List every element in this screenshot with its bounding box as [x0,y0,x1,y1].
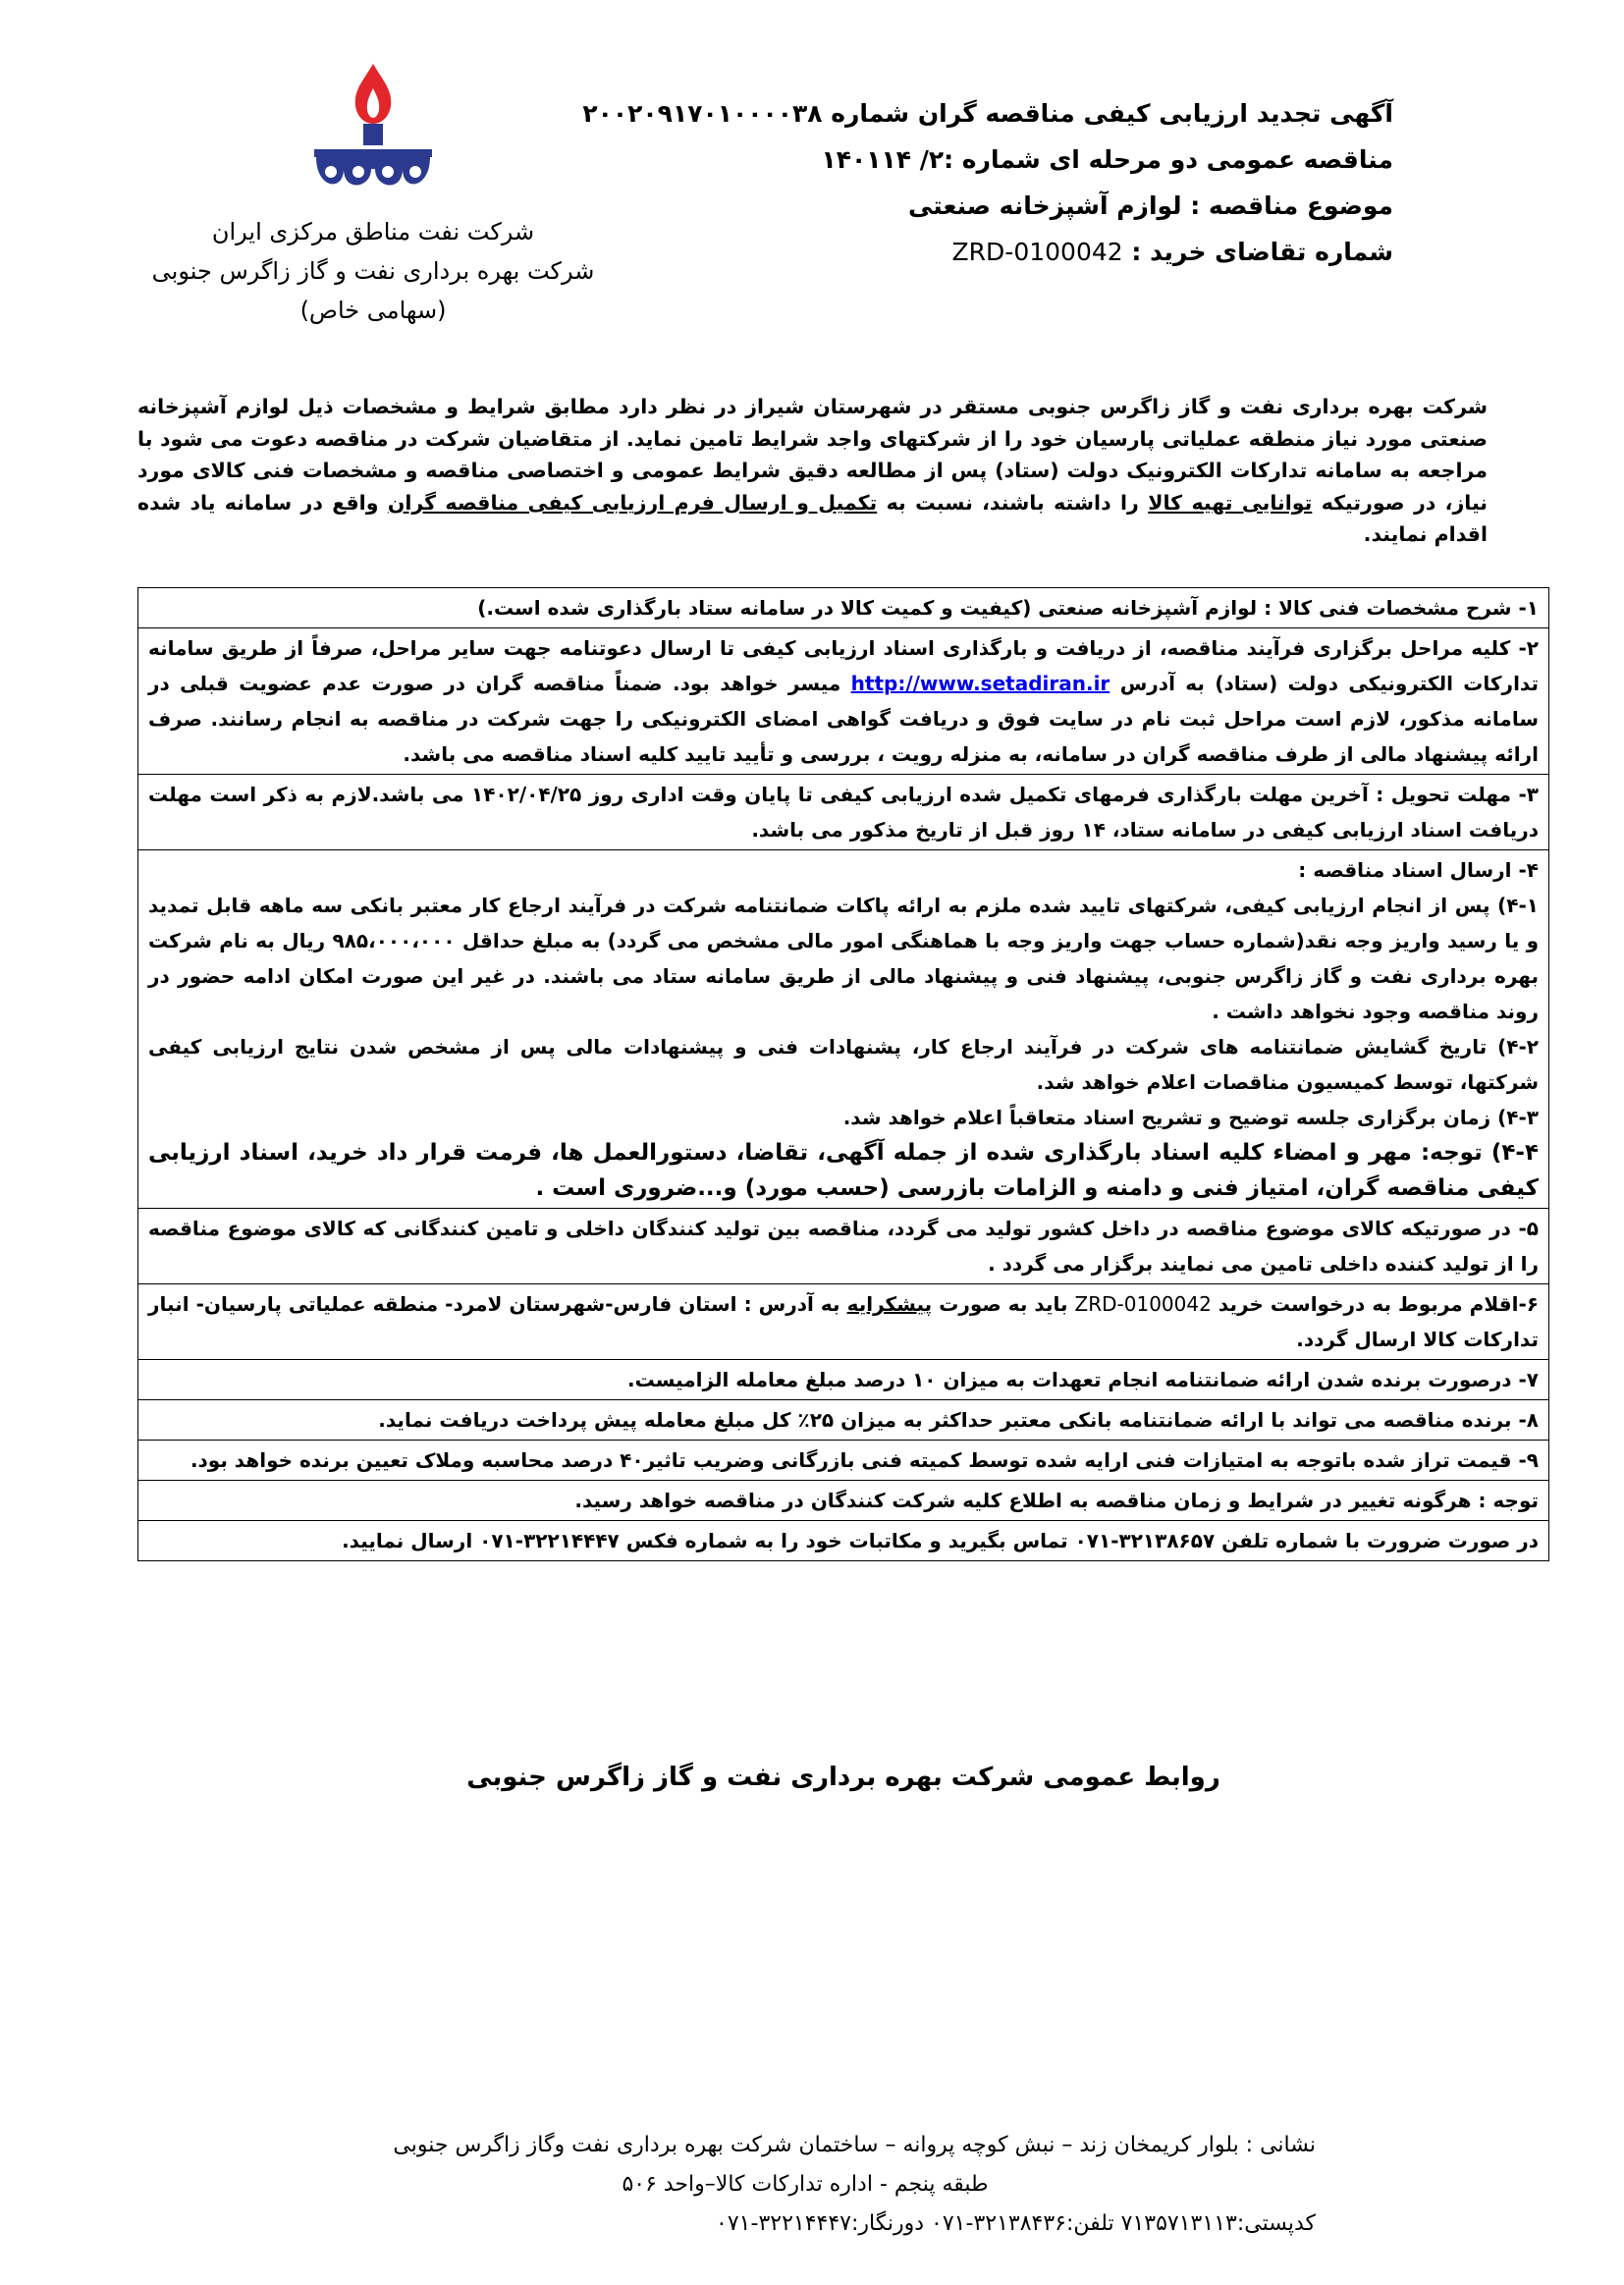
item-2-text-a: ۲- کلیه مراحل برگزاری فرآیند مناقصه، از دریافت و بارگذاری اسناد ارزیابی کیفی تا ارسال دعوتنامه جهت سایر مراحل، صرفاً از طریق سامانه تدارکات الکترونیکی دولت (ستاد) به آدرس [148,636,1539,695]
table-row [138,1284,1549,1360]
public-relations-signature: روابط عمومی شرکت بهره برداری نفت و گاز زاگرس جنوبی [466,1763,1220,1792]
tender-number: مناقصه عمومی دو مرحله ای شماره :۲/ ۱۴۰۱۱۴ [821,145,1393,174]
item-contact: در صورت ضرورت با شماره تلفن ۳۲۱۳۸۶۵۷-۰۷۱ تماس بگیرید و مکاتبات خود را به شماره فکس ۳۲۲۱۴۴۴۷-۰۷۱ ارسال نمایید. [138,1521,1549,1561]
company-type: (سهامی خاص) [299,297,447,324]
item-1: ۱- شرح مشخصات فنی کالا : لوازم آشپزخانه صنعتی (کیفیت و کمیت کالا در سامانه ستاد بارگذاری شده است.) [138,588,1549,628]
item-2-text-b: میسر خواهد بود. ضمناً مناقصه گران در صورت عدم عضویت قبلی در سامانه مذکور، لازم است مراحل ثبت نام در سایت فوق و دریافت گواهی امضای الکترونیکی را جهت شرکت در مناقصه به انجام رسانند. صرف ارائه پیشنهاد مالی از طرف مناقصه گران در سامانه، به منزله رویت ، بررسی و تأیید تایید کلیه اسناد مناقصه می باشد. [148,672,1539,766]
item-5: ۵- در صورتیکه کالای موضوع مناقصه در داخل کشور تولید می گردد، مناقصه بین تولید کنندگان داخلی و تامین کنندگانی که کالای موضوع مناقصه را از تولید کننده داخلی تامین می نمایند برگزار می گردد . [138,1209,1549,1284]
subject-value: لوازم آشپزخانه صنعتی [907,191,1182,220]
address-line-3: کدپستی:۷۱۳۵۷۱۳۱۱۳ تلفن:۳۲۱۳۸۴۳۶-۰۷۱ دورنگار:۳۲۲۱۴۴۴۷-۰۷۱ [716,2211,1316,2236]
intro-underline-1: توانایی تهیه کالا [1148,490,1313,515]
table-row [138,628,1549,775]
intro-text-2: را داشته باشند، نسبت به [886,490,1139,515]
intro-text-3: واقع در سامانه یاد شده اقدام نمایند. [137,490,1488,546]
address-line-1: نشانی : بلوار کریمخان زند – نبش کوچه پروانه – ساختمان شرکت بهره برداری نفت وگاز زاگرس جنوبی [393,2133,1316,2157]
item-6-text-b: باید به صورت [939,1292,1068,1316]
intro-paragraph [137,391,1488,551]
tender-subject [588,183,1393,229]
announcement-title: آگهی تجدید ارزیابی کیفی مناقصه گران شماره ۲۰۰۲۰۹۱۷۰۱۰۰۰۰۳۸ [582,99,1393,128]
item-2 [138,628,1549,775]
setadiran-link[interactable]: http://www.setadiran.ir [850,672,1110,695]
item-4-2: ۴-۲) تاریخ گشایش ضمانتنامه های شرکت در فرآیند ارجاع کار، پشنهادات فنی و پیشنهادات مالی پس از مشخص شدن نتایج ارزیابی کیفی شرکتها، توسط کمیسیون مناقصات اعلام خواهد شد. [148,1035,1539,1094]
item-note: توجه : هرگونه تغییر در شرایط و زمان مناقصه به اطلاع کلیه شرکت کنندگان در مناقصه خواهد رسید. [138,1481,1549,1521]
subject-label: موضوع مناقصه : [1190,191,1393,220]
table-row [138,1209,1549,1284]
item-8: ۸- برنده مناقصه می تواند با ارائه ضمانتنامه بانکی معتبر حداکثر به میزان ۲۵٪ کل مبلغ معامله پیش پرداخت دریافت نماید. [138,1400,1549,1441]
conditions-table [137,587,1549,1561]
table-row [138,1400,1549,1441]
company-block [118,59,628,330]
request-value: ZRD-0100042 [951,238,1123,266]
table-row [138,1360,1549,1400]
footer-address [295,2126,1316,2244]
item-4-1: ۴-۱) پس از انجام ارزیابی کیفی، شرکتهای تایید شده ملزم به ارائه پاکات ضمانتنامه شرکت در فرآیند ارجاع کار معتبر بانکی سه ماهه قابل تمدید و یا رسید واریز وجه نقد(شماره حساب جهت واریز وجه با هماهنگی امور مالی مشخص می گردد) به مبلغ حداقل ۹۸۵،۰۰۰،۰۰۰ ریال به نام شرکت بهره برداری نفت و گاز زاگرس جنوبی، پیشنهاد فنی و پیشنهاد مالی از طریق سامانه ستاد می باشند. در غیر این صورت امکان ادامه حضور در روند مناقصه وجود نخواهد داشت . [148,894,1540,1023]
table-row [138,588,1549,628]
table-row [138,850,1549,1209]
address-line-2: طبقه پنجم - اداره تدارکات کالا–واحد ۵۰۶ [622,2172,989,2197]
item-3: ۳- مهلت تحویل : آخرین مهلت بارگذاری فرمهای تکمیل شده ارزیابی کیفی تا پایان وقت اداری روز ۱۴۰۲/۰۴/۲۵ می باشد.لازم به ذکر است مهلت دریافت اسناد ارزیابی کیفی در سامانه ستاد، ۱۴ روز قبل از تاریخ مذکور می باشد. [138,775,1549,850]
purchase-request [588,229,1393,275]
nioc-logo-icon [304,59,442,206]
table-row [138,1481,1549,1521]
item-6 [138,1284,1549,1360]
item-6-underline: پیشکرایه [846,1292,933,1316]
table-row [138,1521,1549,1561]
table-row [138,1441,1549,1481]
item-6-request-code: ZRD-0100042 [1074,1292,1212,1316]
item-4 [138,850,1549,1209]
table-row [138,775,1549,850]
item-6-text-a: ۶-اقلام مربوط به درخواست خرید [1218,1292,1539,1316]
request-label: شماره تقاضای خرید : [1131,238,1393,266]
company-name-2: شرکت بهره برداری نفت و گاز زاگرس جنوبی [151,257,595,285]
header-titles [582,90,1393,275]
item-7: ۷- درصورت برنده شدن ارائه ضمانتنامه انجام تعهدات به میزان ۱۰ درصد مبلغ معامله الزامیست. [138,1360,1549,1400]
item-4-3: ۴-۳) زمان برگزاری جلسه توضیح و تشریح اسناد متعاقباً اعلام خواهد شد. [842,1106,1539,1129]
intro-text-1: شرکت بهره برداری نفت و گاز زاگرس جنوبی مستقر در شهرستان شیراز در نظر دارد مطابق شرایط و مشخصات ذیل لوازم آشپزخانه صنعتی مورد نیاز منطقه عملیاتی پارسیان خود را از شرکتهای واجد شرایط تامین نماید. از متقاضیان شرکت در مناقصه دعوت می شود با مراجعه به سامانه تدارکات الکترونیک دولت (ستاد) پس از مطالعه دقیق شرایط عمومی و اختصاصی مناقصه و مشخصات فنی کالای مورد نیاز، در صورتیکه [137,395,1489,515]
item-4-4: ۴-۴) توجه: مهر و امضاء کلیه اسناد بارگذاری شده از جمله آگهی، تقاضا، دستورالعمل ها، فرمت قرار داد خرید، اسناد ارزیابی کیفی مناقصه گران، امتیاز فنی و دامنه و الزامات بازرسی (حسب مورد) و...ضروری است . [148,1140,1539,1201]
item-9: ۹- قیمت تراز شده باتوجه به امتیازات فنی ارایه شده توسط کمیته فنی بازرگانی وضریب تاثیر۴۰ درصد محاسبه وملاک تعیین برنده خواهد بود. [138,1441,1549,1481]
item-4-title: ۴- ارسال اسناد مناقصه : [1298,858,1539,882]
item-6-text-c: به آدرس : استان فارس-شهرستان لامرد- منطقه عملیاتی پارسیان- انبار تدارکات کالا ارسال گردد. [148,1292,1539,1351]
company-name-1: شرکت نفت مناطق مرکزی ایران [211,218,535,245]
intro-underline-2: تکمیل و ارسال فرم ارزیابی کیفی مناقصه گران [387,490,878,515]
